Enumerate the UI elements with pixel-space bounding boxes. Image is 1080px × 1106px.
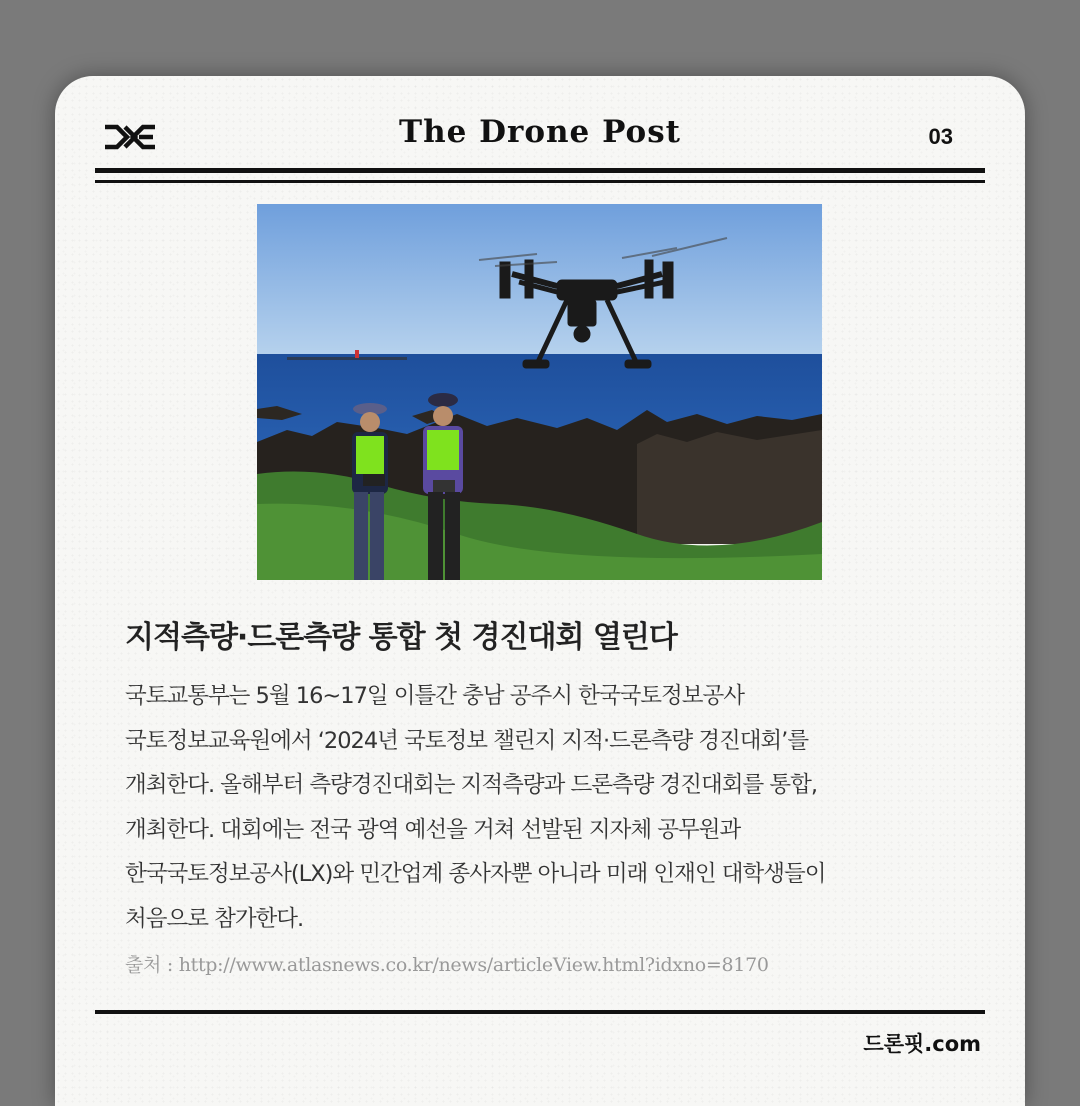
footer-rule [95, 1010, 985, 1014]
site-name[interactable]: 드론핏.com [863, 1032, 981, 1056]
source-link[interactable]: 출처 : http://www.atlasnews.co.kr/news/articleView.html?idxno=8170 [125, 954, 769, 976]
article-body [125, 674, 985, 941]
body-line: 국토정보교육원에서 ‘2024년 국토정보 챌린지 지적·드론측량 경진대회’를 [125, 727, 809, 754]
drone-photo [257, 204, 822, 580]
body-line: 국토교통부는 5월 16~17일 이틀간 충남 공주시 한국국토정보공사 [125, 683, 744, 709]
body-line: 한국국토정보공사(LX)와 민간업계 종사자뿐 아니라 미래 인재인 대학생들이 [125, 861, 826, 887]
body-line: 개최한다. 대회에는 전국 광역 예선을 거쳐 선발된 지자체 공무원과 [125, 816, 741, 843]
article-headline: 지적측량·드론측량 통합 첫 경진대회 열린다 [125, 620, 677, 655]
header-rule-thick [95, 168, 985, 173]
body-line: 처음으로 참가한다. [125, 905, 304, 932]
article-card [55, 76, 1025, 1106]
header-rule-thin [95, 180, 985, 183]
body-line: 개최한다. 올해부터 측량경진대회는 지적측량과 드론측량 경진대회를 통합, [125, 772, 818, 798]
page-number: 03 [928, 124, 953, 149]
masthead-title: The Drone Post [399, 114, 681, 150]
